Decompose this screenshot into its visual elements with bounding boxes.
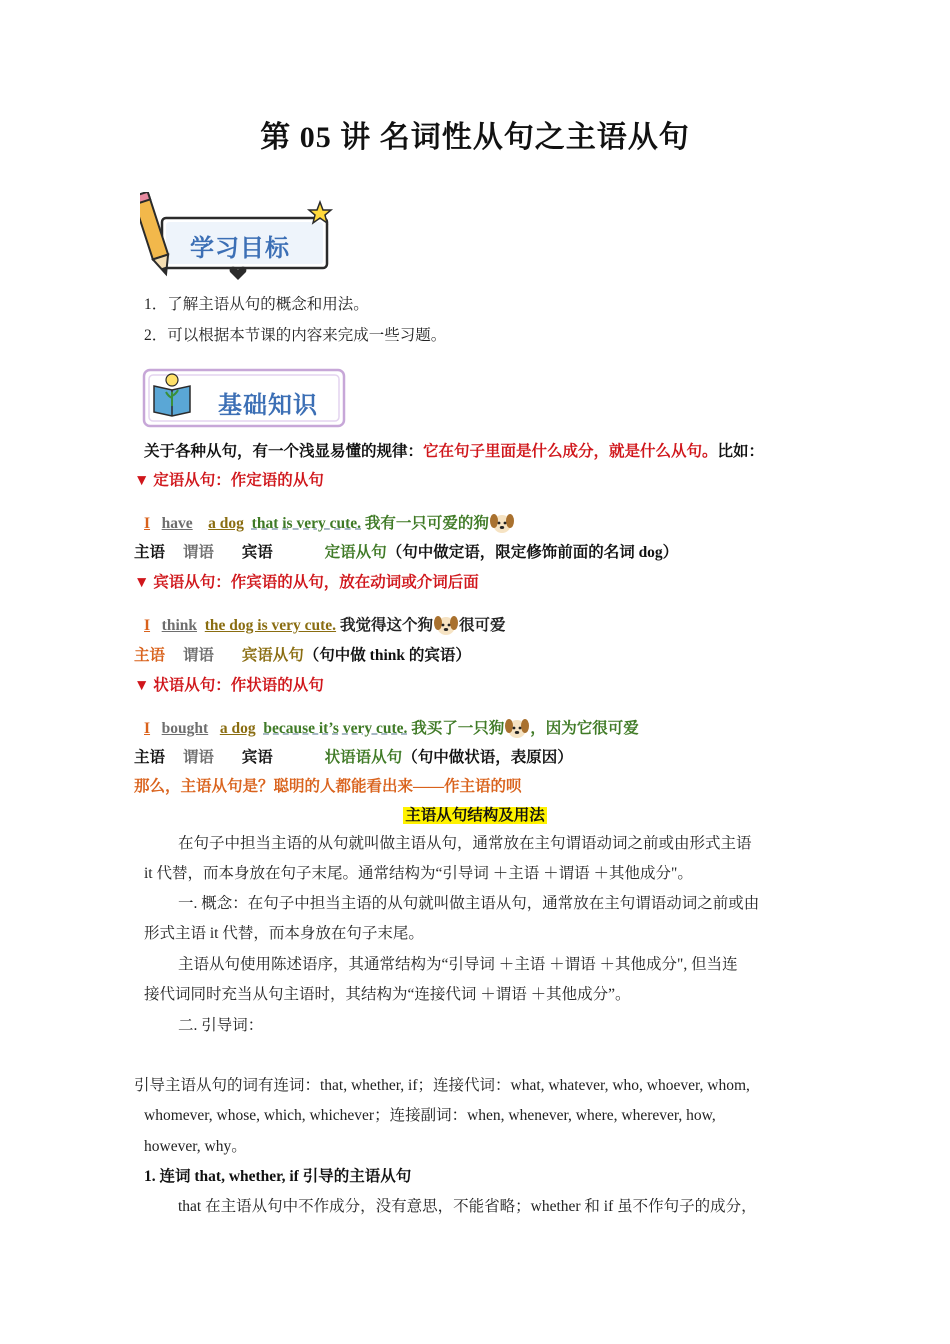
intro-line xyxy=(144,442,764,462)
paragraph-line: that 在主语从句中不作成分，没有意思，不能省略；whether 和 if 虽不作句子的成分， xyxy=(178,1198,757,1215)
paragraph-line: 引导主语从句的词有连词：that, whether, if；连接代词：what, whatever, who, whoever, whom, xyxy=(134,1077,750,1094)
paragraph-line: 二. 引导词： xyxy=(178,1017,264,1034)
goal-item: 2．可以根据本节课的内容来完成一些习题。 xyxy=(144,327,447,344)
basics-badge-label: 基础知识 xyxy=(218,391,318,419)
section-heading xyxy=(0,806,950,826)
label-subject: 主语 xyxy=(134,544,166,561)
attr-clause-example xyxy=(144,510,515,536)
basics-badge xyxy=(142,366,347,432)
page-title: 第 05 讲 名词性从句之主语从句 xyxy=(260,121,690,154)
obj-clause-example xyxy=(144,612,505,638)
goals-badge-label: 学习目标 xyxy=(190,234,290,262)
example-object: a dog xyxy=(208,515,244,532)
label-verb: 谓语 xyxy=(182,647,214,664)
dog-emoji-icon xyxy=(433,612,459,638)
example-verb: bought xyxy=(161,720,209,737)
example-translation-end: 很可爱 xyxy=(458,617,506,634)
intro-tail: 比如： xyxy=(717,443,765,460)
adv-clause-labels xyxy=(134,748,573,768)
adv-clause-heading: ▼ 状语从句：作状语的从句 xyxy=(134,677,324,694)
label-note: （句中做状语，表原因） xyxy=(402,749,573,766)
goal-item: 1．了解主语从句的概念和用法。 xyxy=(144,296,369,313)
dog-emoji-icon xyxy=(489,510,515,536)
example-verb: have xyxy=(161,515,193,532)
subsection-heading: 1. 连词 that, whether, if 引导的主语从句 xyxy=(144,1168,412,1185)
intro-lead: 关于各种从句，有一个浅显易懂的规律： xyxy=(144,443,424,460)
label-verb: 谓语 xyxy=(182,544,214,561)
label-note: （句中做 think 的宾语） xyxy=(303,647,471,664)
section-heading-text: 主语从句结构及用法 xyxy=(405,807,545,824)
intro-rule: 它在句子里面是什么成分，就是什么从句。 xyxy=(423,443,718,460)
label-verb: 谓语 xyxy=(182,749,214,766)
adv-clause-example xyxy=(144,715,639,741)
label-clause: 宾语从句 xyxy=(241,647,304,664)
paragraph-line: 主语从句使用陈述语序，其通常结构为“引导词 ＋主语 ＋谓语 ＋其他成分", 但当连 xyxy=(178,956,738,973)
goals-badge xyxy=(140,192,335,282)
label-clause: 状语语从句 xyxy=(324,749,403,766)
lightbulb-icon xyxy=(166,374,178,386)
paragraph-line: 形式主语 it 代替，而本身放在句子末尾。 xyxy=(144,925,424,942)
paragraph-line: 一. 概念：在句子中担当主语的从句就叫做主语从句，通常放在主句谓语动词之前或由 xyxy=(178,895,760,912)
paragraph-line: whomever, whose, which, whichever；连接副词：when, whenever, where, wherever, how, xyxy=(144,1107,716,1124)
example-clause: that is very cute. xyxy=(251,515,362,532)
example-subject: I xyxy=(144,617,151,634)
obj-clause-labels xyxy=(134,646,471,666)
paragraph-line: however, why。 xyxy=(144,1138,247,1155)
example-translation: 我有一只可爱的狗 xyxy=(364,515,489,532)
paragraph-line: 在句子中担当主语的从句就叫做主语从句，通常放在主句谓语动词之前或由形式主语 xyxy=(178,835,752,852)
example-translation-end: ，因为它很可爱 xyxy=(530,720,639,737)
attr-clause-labels xyxy=(134,543,678,563)
example-object: a dog xyxy=(219,720,256,737)
label-object: 宾语 xyxy=(241,749,273,766)
paragraph-line: it 代替，而本身放在句子末尾。通常结构为“引导词 ＋主语 ＋谓语 ＋其他成分"。 xyxy=(144,865,693,882)
example-verb: think xyxy=(161,617,198,634)
label-subject: 主语 xyxy=(134,749,166,766)
dog-emoji-icon xyxy=(504,715,530,741)
label-note: （句中做定语，限定修饰前面的名词 dog） xyxy=(386,544,679,561)
question-line: 那么，主语从句是？聪明的人都能看出来——作主语的呗 xyxy=(134,778,522,795)
label-object: 宾语 xyxy=(241,544,273,561)
example-subject: I xyxy=(144,515,151,532)
paragraph-line: 接代词同时充当从句主语时，其结构为“连接代词 ＋谓语 ＋其他成分”。 xyxy=(144,986,631,1003)
example-subject: I xyxy=(144,720,151,737)
label-clause: 定语从句 xyxy=(324,544,387,561)
example-clause: because it’s very cute. xyxy=(263,720,408,737)
obj-clause-heading: ▼ 宾语从句：作宾语的从句，放在动词或介词后面 xyxy=(134,574,479,591)
attr-clause-heading: ▼ 定语从句：作定语的从句 xyxy=(134,472,324,489)
label-subject: 主语 xyxy=(134,647,166,664)
example-translation: 我觉得这个狗 xyxy=(339,617,433,634)
example-translation: 我买了一只狗 xyxy=(411,720,505,737)
example-clause: the dog is very cute. xyxy=(204,617,337,634)
